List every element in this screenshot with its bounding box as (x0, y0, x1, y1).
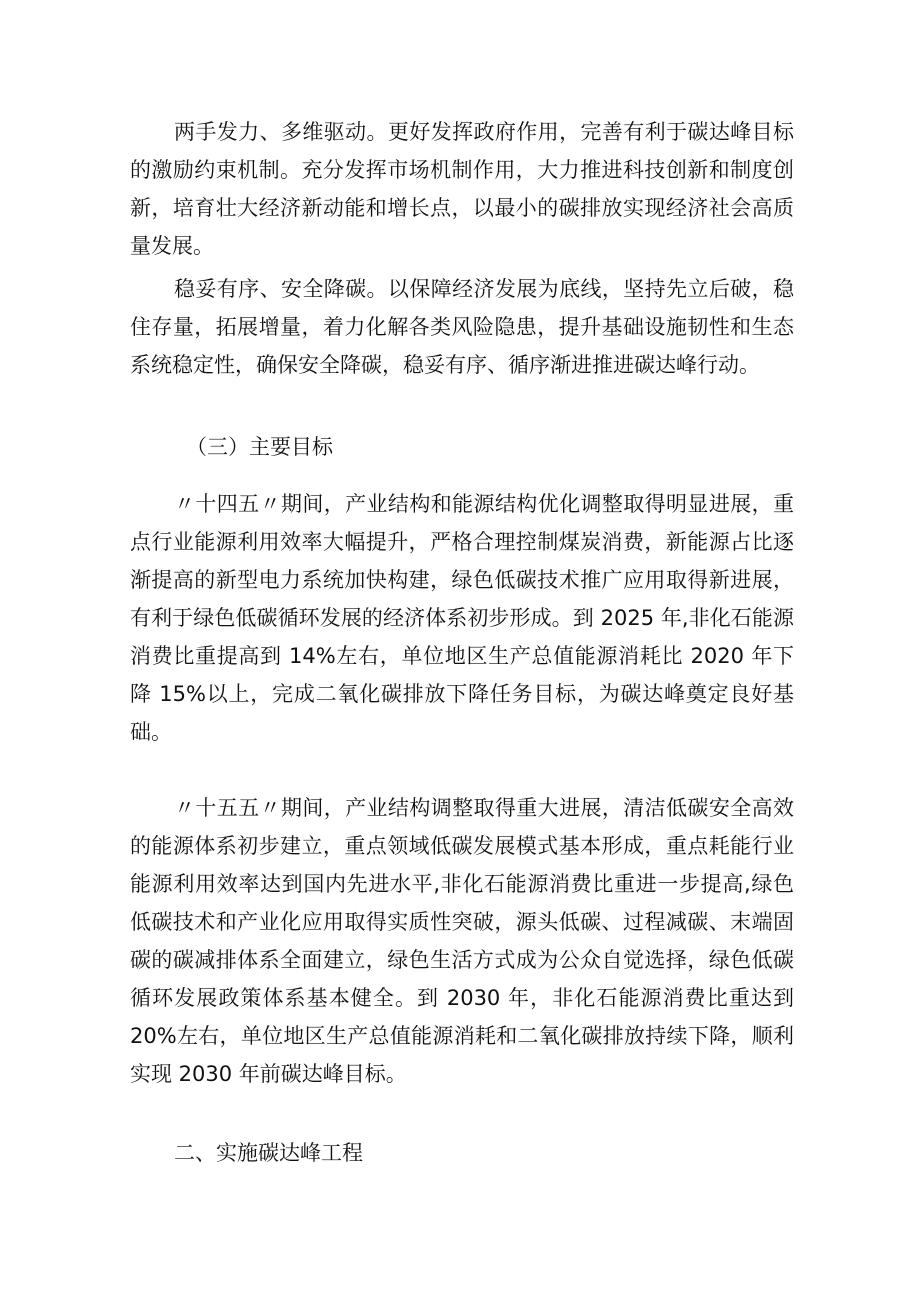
paragraph-dual-drive: 两手发力、多维驱动。更好发挥政府作用，完善有利于碳达峰目标的激励约束机制。充分发挥市场机制作用，大力推进科技创新和制度创新，培育壮大经济新动能和增长点，以最小的碳排放实现经济社会高质量发展。 (130, 120, 794, 258)
paragraph-14th-five-year: 〃十四五〃期间，产业结构和能源结构优化调整取得明显进展，重点行业能源利用效率大幅提升，严格合理控制煤炭消费，新能源占比逐渐提高的新型电力系统加快构建，绿色低碳技术推广应用取得新进展，有利于绿色低碳循环发展的经济体系初步形成。到 2025 年,非化石能源消费比重提高到 14%左右，单位地区生产总值能源消耗比 2020 年下降 15%以上，完成二氧化碳排放下降任务目标，为碳达峰奠定良好基础。 (130, 492, 794, 744)
heading-main-goals: （三）主要目标 (186, 435, 333, 459)
heading-section-carbon-peak-project: 二、实施碳达峰工程 (174, 1141, 363, 1165)
paragraph-15th-five-year: 〃十五五〃期间，产业结构调整取得重大进展，清洁低碳安全高效的能源体系初步建立，重点领域低碳发展模式基本形成，重点耗能行业能源利用效率达到国内先进水平,非化石能源消费比重进一步提高,绿色低碳技术和产业化应用取得实质性突破，源头低碳、过程减碳、末端固碳的碳减排体系全面建立，绿色生活方式成为公众自觉选择，绿色低碳循环发展政策体系基本健全。到 2030 年，非化石能源消费比重达到 20%左右，单位地区生产总值能源消耗和二氧化碳排放持续下降，顺利实现 2030 年前碳达峰目标。 (130, 796, 794, 1086)
paragraph-safe-carbon-reduction: 稳妥有序、安全降碳。以保障经济发展为底线，坚持先立后破，稳住存量，拓展增量，着力化解各类风险隐患，提升基础设施韧性和生态系统稳定性，确保安全降碳，稳妥有序、循序渐进推进碳达峰行动。 (130, 277, 794, 377)
